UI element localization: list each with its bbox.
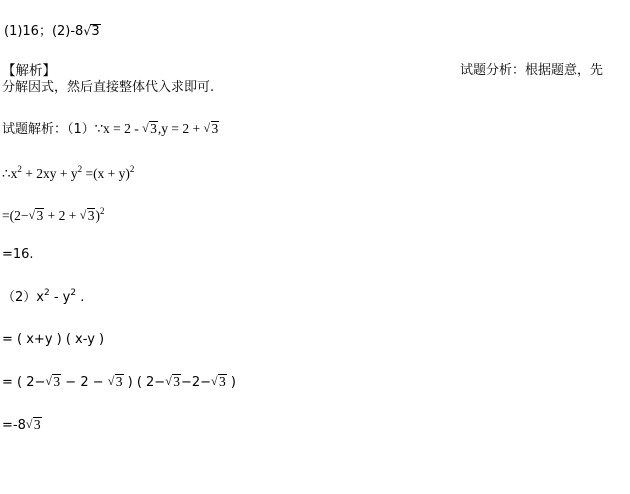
sqrt-3: √ 3 (28, 208, 44, 224)
sqrt-3: √ 3 (204, 121, 220, 137)
analysis-continuation: 分解因式，然后直接整体代入求即可. (2, 80, 215, 95)
sqrt-3: √ 3 (83, 24, 100, 40)
jiexi-header: 【解析】 (2, 63, 56, 79)
answer-text: (1)16；(2)-8 (4, 24, 84, 39)
substitution-part2: = ( 2−√ 3 − 2 − √ 3 ) ( 2−√ 3−2−√ 3 ) (2, 374, 236, 391)
answer-line (4, 24, 101, 40)
factored-line: = ( x+y ) ( x-y ) (2, 332, 105, 347)
sqrt-3: √ 3 (80, 208, 96, 224)
substitution-line: =(2−√ 3 + 2 + √ 3)$^2$ (2, 208, 104, 224)
sqrt-3: √ 3 (142, 121, 158, 137)
part2-label: $(2)x^2 - y^2$ . (2, 288, 85, 305)
expression-factor: $\therefore x^2 + 2xy + y^2 =(x + y)^2$ (2, 164, 135, 181)
result-part1: =16. (2, 247, 34, 262)
sqrt-3: √ 3 (165, 374, 181, 390)
solution-given: 试题解析：（1）∵x = 2 - √ 3,y = 2 + √ 3 (2, 121, 219, 138)
analysis-label: 试题分析：根据题意，先 (460, 63, 604, 78)
sqrt-3: √ 3 (26, 417, 42, 433)
sqrt-3: √ 3 (45, 374, 61, 390)
sqrt-3: √ 3 (108, 374, 124, 390)
sqrt-3: √ 3 (211, 374, 227, 390)
result-part2: =-8√ 3 (2, 417, 42, 434)
